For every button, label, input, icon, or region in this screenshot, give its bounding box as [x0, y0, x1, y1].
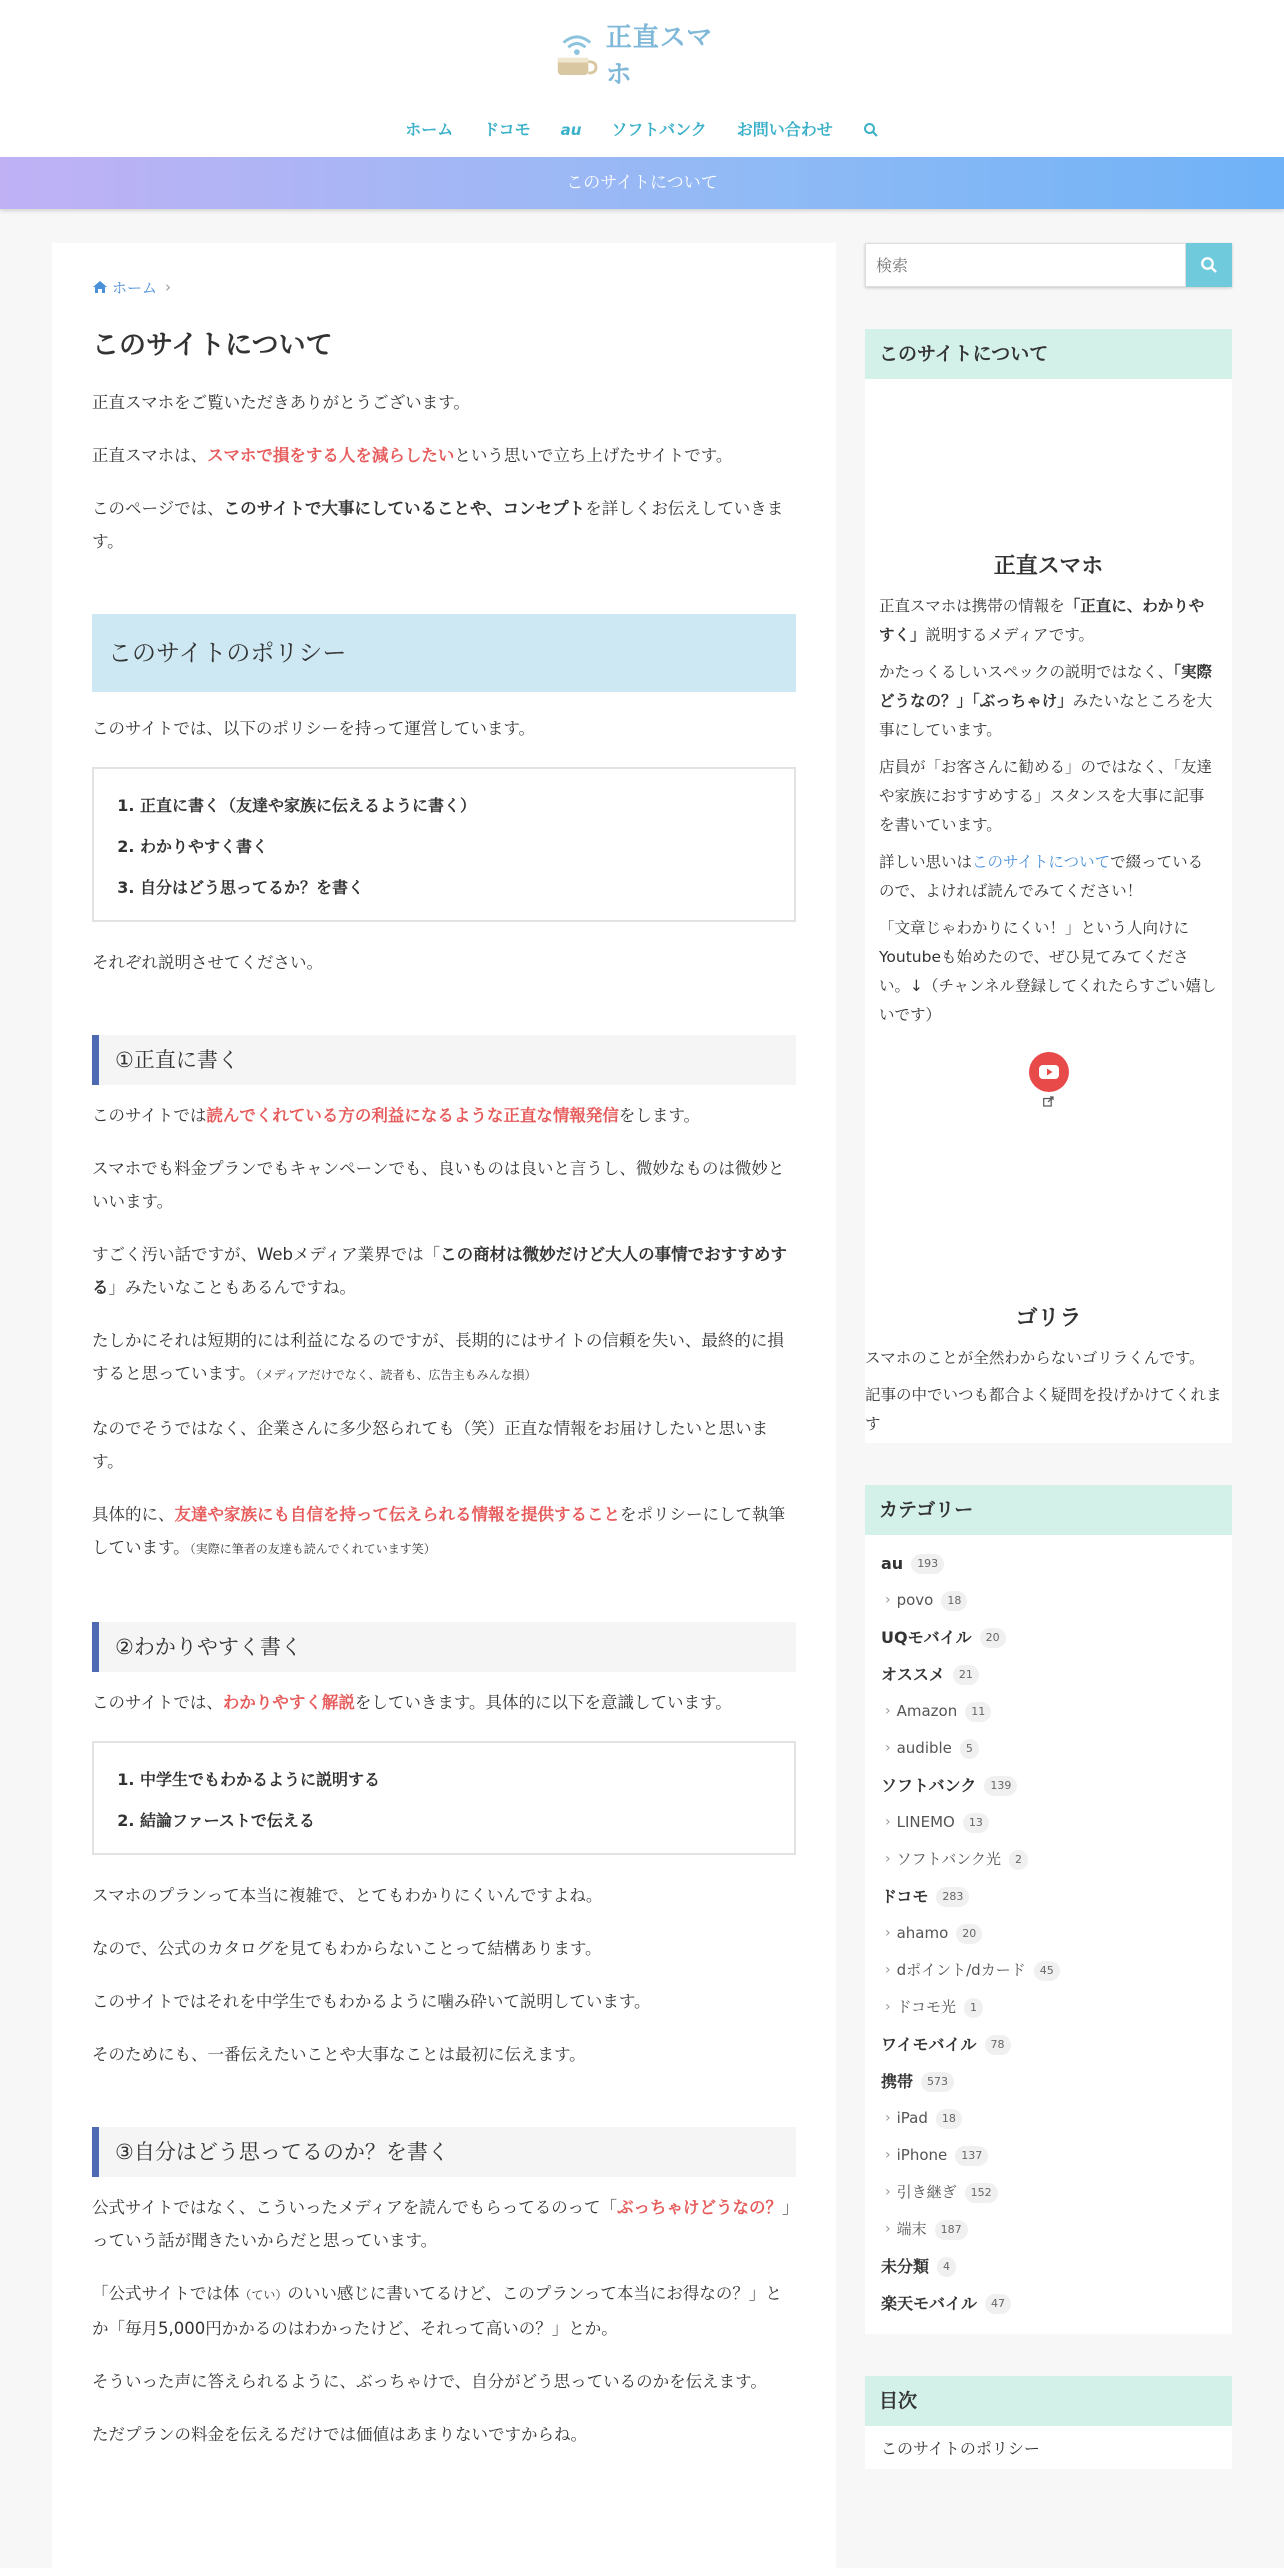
category-label: 携帯	[881, 2072, 914, 2091]
category-label: Amazon	[896, 1702, 958, 1720]
category-item[interactable]	[865, 2063, 1232, 2100]
highlight-text: スマホで損をする人を減らしたい	[207, 446, 455, 465]
category-label: iPhone	[896, 2146, 948, 2164]
category-count-badge: 18	[936, 2109, 962, 2129]
paragraph: それぞれ説明させてください。	[92, 953, 323, 972]
chevron-right-icon: ›	[885, 2110, 891, 2126]
paragraph: 具体的に、友達や家族にも自信を持って伝えられる情報を提供することをポリシーにして執筆しています。（実際に筆者の友達も読んでくれています笑）	[92, 1505, 785, 1557]
list-item: 1. 中学生でもわかるように説明する	[140, 1759, 774, 1800]
category-item[interactable]	[865, 1545, 1232, 1582]
paragraph: ただプランの料金を伝えるだけでは価値はあまりないですからね。	[92, 2425, 587, 2444]
page-title: このサイトについて	[92, 330, 333, 361]
search-icon	[1200, 256, 1218, 274]
category-count-badge: 187	[935, 2220, 968, 2240]
chevron-right-icon: ›	[885, 2221, 891, 2237]
chevron-right-icon: ›	[165, 278, 172, 296]
category-count-badge: 21	[953, 1665, 979, 1685]
toc-item[interactable]: このサイトのポリシー	[881, 2439, 1040, 2458]
profile-text: 店員が「お客さんに勧める」のではなく、「友達や家族におすすめする」スタンスを大事に記事を書いています。	[879, 758, 1212, 834]
nav-item-contact[interactable]: お問い合わせ	[736, 120, 833, 139]
youtube-icon[interactable]	[1029, 1052, 1069, 1092]
category-item[interactable]	[865, 1989, 1232, 2026]
intro-paragraph: このページでは、このサイトで大事にしていることや、コンセプトを詳しくお伝えしていきます。	[92, 499, 784, 551]
home-icon	[92, 280, 108, 294]
paragraph: このサイトではそれを中学生でもわかるように噛み砕いて説明しています。	[92, 1992, 651, 2011]
clarity-list-box	[92, 1741, 796, 1855]
category-count-badge: 4	[937, 2257, 956, 2277]
intro-paragraph: 正直スマホをご覧いただきありがとうございます。	[92, 393, 470, 412]
category-count-badge: 20	[956, 1924, 982, 1944]
category-item[interactable]	[865, 1841, 1232, 1878]
category-item[interactable]	[865, 2211, 1232, 2248]
about-widget	[865, 329, 1232, 1443]
paragraph: なので、公式のカタログを見てもわからないことって結構あります。	[92, 1939, 602, 1958]
category-count-badge: 193	[911, 1554, 944, 1574]
paragraph: たしかにそれは短期的には利益になるのですが、長期的にはサイトの信頼を失い、最終的に損すると思っています。（メディアだけでなく、読者も、広告主もみんな損）	[92, 1331, 784, 1383]
widget-title: カテゴリー	[865, 1485, 1232, 1535]
gorilla-text: 記事の中でいつも都合よく疑問を投げかけてくれます	[865, 1386, 1222, 1433]
category-item[interactable]	[865, 1767, 1232, 1804]
subsection-heading-opinion: ③自分はどう思ってるのか？を書く	[92, 2127, 796, 2177]
chevron-right-icon: ›	[885, 1999, 891, 2015]
profile-text: 「文章じゃわかりにくい！」という人向けにYoutubeも始めたので、ぜひ見てみてください。↓（チャンネル登録してくれたらすごい嬉しいです）	[879, 919, 1217, 1024]
chevron-right-icon: ›	[885, 1814, 891, 1830]
category-count-badge: 5	[960, 1739, 979, 1759]
category-item[interactable]	[865, 1619, 1232, 1656]
toc-widget	[865, 2376, 1232, 2469]
subsection-heading-honest: ①正直に書く	[92, 1035, 796, 1085]
category-item[interactable]	[865, 2174, 1232, 2211]
category-count-badge: 283	[936, 1887, 969, 1907]
category-count-badge: 137	[955, 2146, 988, 2166]
category-count-badge: 13	[963, 1813, 989, 1833]
category-label: オススメ	[881, 1665, 945, 1684]
logo-text: 正直スマホ	[605, 23, 714, 90]
list-item: 1. 正直に書く（友達や家族に伝えるように書く）	[140, 785, 774, 826]
category-label: 楽天モバイル	[881, 2294, 978, 2313]
policy-list-box	[92, 767, 796, 922]
chevron-right-icon: ›	[885, 1962, 891, 1978]
paragraph: このサイトでは、わかりやすく解説をしていきます。具体的に以下を意識しています。	[92, 1693, 732, 1712]
profile-text: かたっくるしいスペックの説明ではなく、「実際どうなの？」「ぶっちゃけ」みたいなところを大事にしています。	[879, 663, 1213, 739]
category-label: audible	[896, 1739, 952, 1757]
category-label: ahamo	[896, 1924, 949, 1942]
category-item[interactable]	[865, 2026, 1232, 2063]
paragraph: そういった声に答えられるように、ぶっちゃけで、自分がどう思っているのかを伝えます。	[92, 2372, 767, 2391]
category-list	[865, 1535, 1232, 2334]
category-label: 未分類	[881, 2257, 930, 2276]
category-label: UQモバイル	[881, 1628, 972, 1647]
about-link[interactable]: このサイトについて	[972, 853, 1111, 871]
category-item[interactable]	[865, 1952, 1232, 1989]
category-label: 端末	[896, 2220, 927, 2238]
site-logo[interactable]	[554, 23, 734, 90]
global-nav	[0, 118, 1284, 142]
chevron-right-icon: ›	[885, 1703, 891, 1719]
category-label: 引き継ぎ	[896, 2183, 957, 2201]
category-item[interactable]	[865, 2285, 1232, 2322]
paragraph: このサイトでは読んでくれている方の利益になるような正直な情報発信をします。	[92, 1106, 701, 1125]
breadcrumb-home[interactable]: ホーム	[112, 278, 158, 297]
widget-title: このサイトについて	[865, 329, 1232, 379]
category-count-badge: 1	[964, 1998, 983, 2018]
category-item[interactable]	[865, 2137, 1232, 2174]
external-link-icon[interactable]	[865, 1096, 1232, 1111]
chevron-right-icon: ›	[885, 2147, 891, 2163]
category-label: ソフトバンク	[881, 1776, 977, 1795]
category-label: au	[881, 1554, 904, 1573]
paragraph: スマホのプランって本当に複雑で、とてもわかりにくいんですよね。	[92, 1886, 603, 1905]
category-count-badge: 573	[921, 2072, 954, 2092]
category-item[interactable]	[865, 1582, 1232, 1619]
category-item[interactable]	[865, 1730, 1232, 1767]
category-label: ドコモ	[881, 1887, 929, 1906]
category-count-badge: 152	[965, 2183, 998, 2203]
category-count-badge: 20	[980, 1628, 1006, 1648]
category-item[interactable]	[865, 1804, 1232, 1841]
breadcrumb	[92, 275, 796, 299]
paragraph: 「公式サイトでは体（てい）のいい感じに書いてるけど、このプランって本当にお得なの？」とか「毎月5,000円かかるのはわかったけど、それって高いの？」とか。	[92, 2284, 782, 2338]
category-label: LINEMO	[896, 1813, 955, 1831]
paragraph: スマホでも料金プランでもキャンペーンでも、良いものは良いと言うし、微妙なものは微妙といいます。	[92, 1159, 785, 1211]
widget-title: 目次	[865, 2376, 1232, 2426]
category-count-badge: 2	[1009, 1850, 1028, 1870]
paragraph: このサイトでは、以下のポリシーを持って運営しています。	[92, 719, 536, 738]
list-item: 2. わかりやすく書く	[140, 826, 774, 867]
category-count-badge: 45	[1034, 1961, 1060, 1981]
category-item[interactable]	[865, 2100, 1232, 2137]
search-button[interactable]	[1186, 243, 1232, 287]
category-label: ドコモ光	[896, 1998, 957, 2016]
category-label: ワイモバイル	[881, 2035, 977, 2054]
chevron-right-icon: ›	[885, 1592, 891, 1608]
profile-text: 詳しい思いはこのサイトについてで綴っているので、よければ読んでみてください！	[879, 853, 1204, 900]
section-heading-policy: このサイトのポリシー	[92, 614, 796, 692]
category-item[interactable]	[865, 1693, 1232, 1730]
gorilla-name: ゴリラ	[1015, 1306, 1082, 1331]
article-main	[52, 243, 836, 2568]
category-widget	[865, 1485, 1232, 2334]
chevron-right-icon: ›	[885, 1740, 891, 1756]
profile-text: 正直スマホは携帯の情報を「正直に、わかりやすく」説明するメディアです。	[879, 597, 1205, 644]
category-label: povo	[896, 1591, 934, 1609]
paragraph: 公式サイトではなく、こういったメディアを読んでもらってるのって「ぶっちゃけどうなの？」っていう話が聞きたいからだと思っています。	[92, 2198, 791, 2250]
category-item[interactable]	[865, 2248, 1232, 2285]
list-item: 3. 自分はどう思ってるか？を書く	[140, 867, 774, 908]
search-icon[interactable]	[848, 118, 894, 142]
nav-item-au[interactable]: au	[560, 121, 582, 139]
intro-paragraph: 正直スマホは、スマホで損をする人を減らしたいという思いで立ち上げたサイトです。	[92, 446, 733, 465]
coffee-wifi-icon	[554, 28, 600, 80]
category-item[interactable]	[865, 1878, 1232, 1915]
search-input[interactable]	[865, 243, 1186, 287]
site-header	[0, 0, 1284, 157]
list-item: 2. 結論ファーストで伝える	[140, 1800, 774, 1841]
nav-item-home[interactable]: ホーム	[405, 120, 454, 139]
nav-item-docomo[interactable]: ドコモ	[483, 120, 531, 139]
paragraph: すごく汚い話ですが、Webメディア業界では「この商材は微妙だけど大人の事情でおすすめする」みたいなこともあるんですね。	[92, 1245, 787, 1297]
paragraph: そのためにも、一番伝えたいことや大事なことは最初に伝えます。	[92, 2045, 586, 2064]
sidebar	[865, 243, 1232, 2469]
category-count-badge: 11	[965, 1702, 991, 1722]
gorilla-text: スマホのことが全然わからないゴリラくんです。	[865, 1349, 1205, 1367]
chevron-right-icon: ›	[885, 2184, 891, 2200]
category-item[interactable]	[865, 1656, 1232, 1693]
profile-name: 正直スマホ	[993, 554, 1104, 579]
page-title-banner: このサイトについて	[0, 157, 1284, 209]
chevron-right-icon: ›	[885, 1851, 891, 1867]
category-item[interactable]	[865, 1915, 1232, 1952]
category-count-badge: 139	[984, 1776, 1017, 1796]
search-form	[865, 243, 1232, 287]
category-label: dポイント/dカード	[896, 1961, 1026, 1979]
chevron-right-icon: ›	[885, 1925, 891, 1941]
bold-text: このサイトで大事にしていることや、コンセプト	[223, 499, 586, 518]
subsection-heading-clear: ②わかりやすく書く	[92, 1622, 796, 1672]
nav-item-softbank[interactable]: ソフトバンク	[611, 120, 707, 139]
category-label: iPad	[896, 2109, 928, 2127]
category-count-badge: 47	[985, 2294, 1011, 2314]
category-count-badge: 78	[985, 2035, 1011, 2055]
category-count-badge: 18	[941, 1591, 967, 1611]
category-label: ソフトバンク光	[896, 1850, 1002, 1868]
paragraph: なのでそうではなく、企業さんに多少怒られても（笑）正直な情報をお届けしたいと思います。	[92, 1419, 769, 1471]
